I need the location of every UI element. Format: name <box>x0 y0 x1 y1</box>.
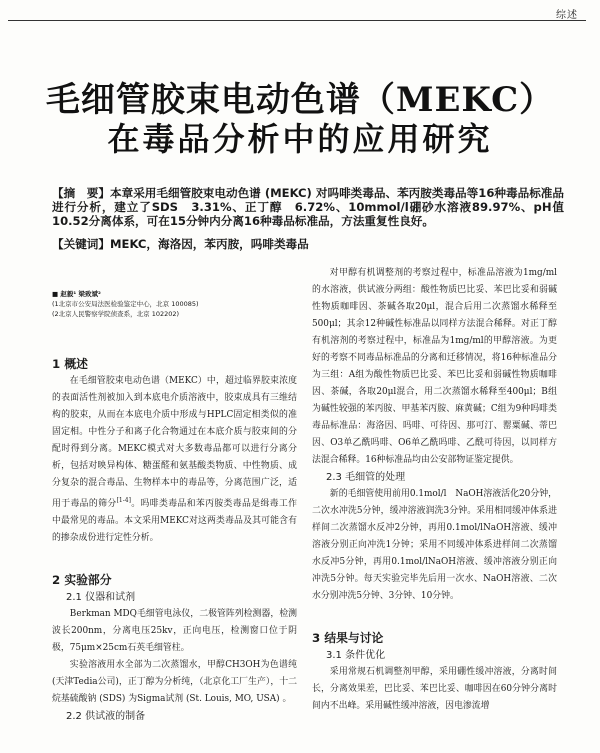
abstract-text: 本章采用毛细管胶束电动色谱 (MEKC) 对吗啡类毒品、苯丙胺类毒品等16种毒品标准品进行分析，建立了SDS 3.31%、正丁醇 6.72%、10mmol/l硼砂水溶液89.97%、pH值10.52分离体系，可在15分钟内分离16种毒品标准品，方法重复性良好。 <box>52 186 564 229</box>
keywords-text: MEKC，海洛因，苯丙胺，吗啡类毒品 <box>109 237 309 251</box>
overview-text-end: 。吗啡类毒品和苯丙胺类毒品是缉毒工作中最常见的毒品。本文采用MEKC对这两类毒品及其可能含有的掺杂成份进行定性分析。 <box>52 498 297 543</box>
citation-ref: [1-4] <box>116 497 131 504</box>
article-title-line-1: 毛细管胶束电动色谱（MEKC） <box>45 80 555 120</box>
right-column <box>312 265 557 745</box>
article-title-line-2: 在毒品分析中的应用研究 <box>107 120 493 158</box>
author-affiliation-2: (2北京人民警察学院侦查系，北京 102202) <box>52 310 180 318</box>
header-rule <box>8 20 586 21</box>
subsection-heading-capillary: 2.3 毛细管的处理 <box>326 472 406 483</box>
subsection-heading-instruments: 2.1 仪器和试剂 <box>66 591 136 603</box>
overview-text: 在毛细管胶束电动色谱（MEKC）中，超过临界胶束浓度的表面活性剂被加入到本底电介质溶液中，胶束成具有三维结构的胶束，从而在本底电介质中形成与HPLC固定相类似的准固定相。中性分子和离子化合物通过在本底介质与胶束间的分配时得到分离。MEKC模式对大多数毒品都可以进行分离分析，包括对映异构体、糖蛋醛和氨基酸类物质、中性物质、成分复杂的混合毒品、生物样本中的毒品等，分离范围广泛，适用于毒品的筛分 <box>52 376 297 509</box>
author-block <box>52 289 302 319</box>
abstract <box>52 186 564 229</box>
overview-paragraph <box>52 373 297 547</box>
section-tag: 综述 <box>556 10 578 21</box>
author-affiliation-1: (1北京市公安局法医检验鉴定中心，北京 100085) <box>52 300 199 308</box>
author-names: ■ 赵毅¹ 梁致斌² <box>52 290 101 298</box>
subsection-heading-sample-prep: 2.2 供试液的制备 <box>66 710 146 722</box>
section-heading-overview: 1 概述 <box>52 357 88 371</box>
section-heading-results: 3 结果与讨论 <box>312 631 384 645</box>
left-column <box>52 349 297 739</box>
abstract-label: 【摘 要】 <box>52 186 110 200</box>
section-heading-experimental: 2 实验部分 <box>52 572 112 587</box>
keywords-label: 【关键词】 <box>52 237 110 251</box>
optimization-paragraph: 采用常规石机调整剂甲醇，采用硼性缓冲溶液，分离时间长，分离效果差，巴比妥、苯巴比妥、咖啡因在60分钟分离时间内不出峰。采用碱性缓冲溶液，因电渗流增 <box>312 667 557 711</box>
capillary-paragraph: 新的毛细管使用前用0.1mol/l NaOH溶液活化20分钟，二次水冲洗5分钟，缓冲溶液润洗3分钟。采用相同缓冲体系进样间二次蒸馏水反冲2分钟，再用0.1mol/lNaOH溶液、缓冲溶液分别正向冲洗1分钟；采用不同缓冲体系进样间二次蒸馏水反冲5分钟，再用0.1mol/lNaOH溶液、缓冲溶液分别正向冲洗5分钟。每天实验完毕先后用一次水、NaOH溶液、二次水分别冲洗5分钟、3分钟、10分钟。 <box>312 489 557 601</box>
subsection-heading-optimization: 3.1 条件优化 <box>326 650 386 661</box>
keywords <box>52 236 564 252</box>
reagents-paragraph: 实验溶液用水全部为二次蒸馏水，甲醇CH3OH为色谱纯(天津Tedia公司)，正丁醇为分析纯，（北京化工厂生产），十二烷基硫酸钠 (SDS) 为Sigma试剂 (St. Louis, MO, USA) 。 <box>52 659 297 704</box>
sample-prep-paragraph: 对甲醇有机调整剂的考察过程中，标准品溶液为1mg/ml的水溶液，供试液分两组：酸性物质巴比妥、苯巴比妥和弱碱性物质咖啡因、茶碱各取20μl，混合后用二次蒸馏水稀释至500μl；其余12种碱性标准品以同样方法混合稀释。对正丁醇有机溶剂的考察过程中，标准品为1mg/ml的甲醇溶液。为更好的考察不同毒品标准品的分离和迁移情况，将16种标准品分为三组：A组为酸性物质巴比妥、苯巴比妥和弱碱性物质咖啡因、茶碱，各取20μl混合，用二次蒸馏水稀释至400μl；B组为碱性较强的苯丙胺、甲基苯丙胺、麻黄碱；C组为9种吗啡类毒品标准品：海洛因、吗啡、可待因、那可汀、罂粟碱、蒂巴因、O3单乙酰吗啡、O6单乙酰吗啡、乙酰可待因，以同样方法混合稀释。16种标准品均由公安部物证鉴定提供。 <box>312 268 557 465</box>
instruments-paragraph: Berkman MDQ毛细管电泳仪，二极管阵列检测器，检测波长200nm，分离电压25kv，正向电压，检测窗口位于阴极，75μm×25cm石英毛细管柱。 <box>52 608 297 653</box>
